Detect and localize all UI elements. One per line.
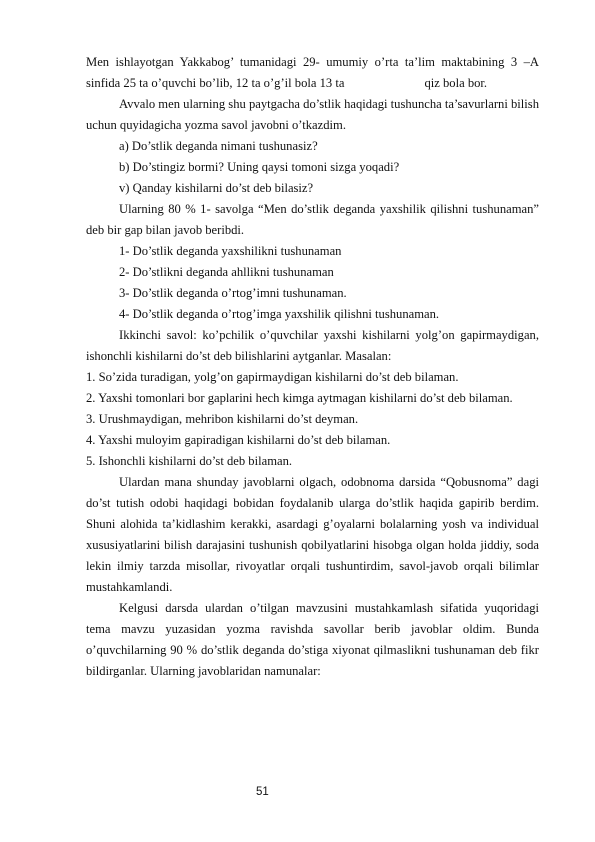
paragraph-next-lesson: Kelgusi darsda ulardan o’tilgan mavzusini mustahkamlash sifatida yuqoridagi tema mavzu yuzasidan yozma ravishda savollar berib javoblar oldim. Bunda o’quvchilarning 90 % do’stlik deganda do’stiga xiyonat qilmaslikni tushunaman deb fikr bildirganlar. Ularning javoblaridan namunalar: [86,601,539,678]
paragraph-second-question: Ikkinchi savol: ko’pchilik o’quvchilar yaxshi kishilarni yolg’on gapirmaydigan, ishonchli kishilarni do’st deb bilishlarini aytganlar. Masalan: [86,328,539,363]
list-item: 5. Ishonchli kishilarni do’st deb bilaman. [86,454,293,468]
document-body [86,52,539,682]
paragraph-intro-tail: qiz bola bor. [424,76,488,90]
paragraph-results: Ularning 80 % 1- savolga “Men do’stlik deganda yaxshilik qilishni tushunaman” deb bir gap bilan javob beribdi. [86,202,539,237]
question-v: v) Qanday kishilarni do’st deb bilasiz? [119,181,314,195]
answer-3: 3- Do’stlik deganda o’rtog’imni tushunaman. [119,286,347,300]
question-a: a) Do’stlik deganda nimani tushunasiz? [119,139,318,153]
list-item: 2. Yaxshi tomonlari bor gaplarini hech kimga aytmagan kishilarni do’st deb bilaman. [86,391,513,405]
paragraph-intro [86,52,539,94]
answer-4: 4- Do’stlik deganda o’rtog’imga yaxshilik qilishni tushunaman. [119,307,440,321]
paragraph-survey: Avvalo men ularning shu paytgacha do’stlik haqidagi tushuncha ta’savurlarni bilish uchun quyidagicha yozma savol javobni o’tkazdim. [86,97,539,132]
paragraph-lesson: Ulardan mana shunday javoblarni olgach, odobnoma darsida “Qobusnoma” dagi do’st tutish odobi haqidagi bobidan foydalanib ularga do’stlik haqida gapirib berdim. Shuni alohida ta’kidlashim kerakki, asardagi g’oyalarni bolalarning yosh va individual xususiyatlarini bilish darajasini tushunish qobilyatlarini hisobga olgan holda jiddiy, soda lekin ilmiy tarzda misollar, rivoyatlar orqali tushuntirdim, savol-javob orqali bilimlar mustahkamlandi. [86,475,539,594]
paragraph-intro-text: Men ishlayotgan Yakkabog’ tumanidagi 29- umumiy o’rta ta’lim maktabining 3 –A sinfida 25 ta o’quvchi bo’lib, 12 ta o’g’il bola 13 ta [86,55,539,90]
list-item: 1. So’zida turadigan, yolg’on gapirmaydigan kishilarni do’st deb bilaman. [86,370,459,384]
list-item: 4. Yaxshi muloyim gapiradigan kishilarni do’st deb bilaman. [86,433,391,447]
list-item: 3. Urushmaydigan, mehribon kishilarni do’st deyman. [86,412,359,426]
page-number: 51 [256,786,269,798]
answer-1: 1- Do’stlik deganda yaxshilikni tushunaman [119,244,342,258]
question-b: b) Do’stingiz bormi? Uning qaysi tomoni sizga yoqadi? [119,160,400,174]
answer-2: 2- Do’stlikni deganda ahllikni tushunaman [119,265,334,279]
